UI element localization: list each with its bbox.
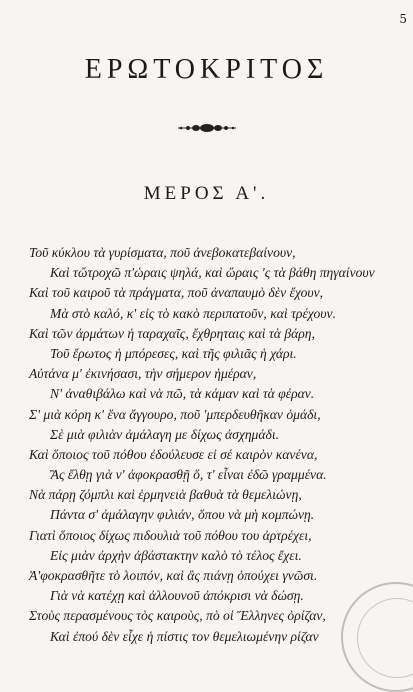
ornament-divider [176,120,238,136]
verse-line: Εἰς μιὰν ἀρχὴν ἀβάστακτην καλὸ τὸ τέλος ἔχει. [50,547,302,563]
stamp-inner-ring [357,598,413,678]
verse-line: Γιατὶ ὅποιος δίχως πιδουλιὰ τοῦ πόθου του ἀρτρέχει, [29,527,312,543]
verse-line: Πάντα σ' ἀμάλαγην φιλιάν, ὅπου νὰ μὴ κομπώνῃ. [50,507,315,523]
verse-line: Καὶ τὤτροχῶ π'ὡραις ψηλά, καὶ ὥραις 'ς τὰ βάθη πηγαίνουν [50,265,375,281]
verse-text: Τοῦ κύκλου τὰ γυρίσματα, ποῦ ἀνεβοκατεβαίνουν, [29,245,296,260]
verse-line: Ν' ἀναθιβάλω καὶ νὰ πῶ, τὰ κάμαν καὶ τὰ φέραν. [50,386,315,402]
verse-line: Αὐτάνα μ' ἐκινήσασι, τὴν σήμερον ἡμέραν, [29,366,257,382]
verse-line: Καὶ τοῦ καιροῦ τὰ πράγματα, ποῦ ἀναπαυμὸ δὲν ἔχουν, [29,285,324,301]
verse-list [29,243,409,647]
verse-line: Στοὺς περασμένους τὸς καιροὺς, πὸ οἱ Ἕλληνες ὁρίζαν, [29,608,326,624]
verse-line: Ἀ'φοκρασθῆτε τὸ λοιπόν, καὶ ἂς πιάνῃ ὁπούχει γνῶσι. [29,568,318,583]
verse-line: Σὲ μιὰ φιλιὰν ἀμάλαγη με δίχως ἀσχημάδι. [50,426,280,442]
verse-line: Ἂς ἔλθῃ γιὰ ν' ἀφοκρασθῇ ὅ, τ' εἶναι ἐδῶ γραμμένα. [50,467,327,483]
verse-line: Νὰ πάρῃ ζόμπλι καὶ ἑρμηνειὰ βαθυὰ τὰ θεμελιώνῃ, [29,487,302,503]
verse-line: Σ' μιὰ κόρη κ' ἕνα ἄγγουρο, ποῦ 'μπερδευθῆκαν ὁμάδι, [29,406,321,422]
verse-line: Καὶ ἐπού δὲν εἶχε ἡ πίστις τον θεμελιωμένην ρίζαν [50,628,319,644]
verse-line [29,243,409,263]
verse-line: Γιὰ νὰ κατέχῃ καὶ ἀλλουνοῦ ἀπόκρισι νὰ δώσῃ. [50,588,304,604]
verse-line: Μὰ στὸ καλό, κ' εἰς τὸ κακὸ περιπατοῦν, καὶ τρέχουν. [50,305,336,321]
verse-line: Καὶ ὅποιος τοῦ πόθου ἐδούλευσε εἰ σέ καιρὸν κανένα, [29,446,318,462]
page-number: 5 [399,12,407,26]
book-title: ΕΡΩΤΟΚΡΙΤΟΣ [84,54,329,85]
section-heading: ΜΕΡΟΣ Α'. [143,183,270,204]
verse-line: Τοῦ ἔρωτος ἡ μπόρεσες, καὶ τῆς φιλιᾶς ἡ χάρι. [50,345,297,361]
verse-line: Καὶ τῶν ἀρμάτων ἡ ταραχαῖς, ἔχθρηταις καὶ τὰ βάρη, [29,325,315,341]
